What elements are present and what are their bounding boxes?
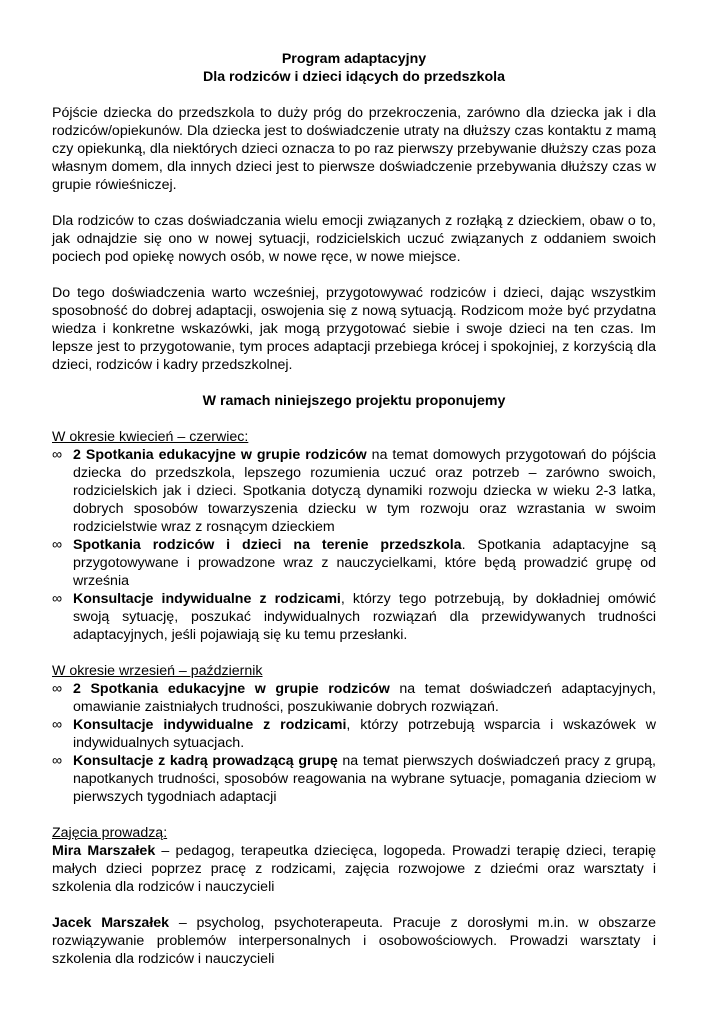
infinity-bullet-icon: ∞ bbox=[52, 537, 63, 553]
staff-bio: Mira Marszałek – pedagog, terapeutka dziecięca, logopeda. Prowadzi terapię dzieci, terapię małych dzieci poprzez pracę z rodzicami, zajęcia rozwojowe z dziećmi oraz warsztaty i szkolenia dla rodziców i nauczycieli bbox=[52, 843, 656, 895]
list-item: ∞ 2 Spotkania edukacyjne w grupie rodziców na temat doświadczeń adaptacyjnych, omawianie zaistniałych trudności, poszukiwanie dobrych rozwiązań. bbox=[52, 681, 656, 715]
intro-paragraph: Dla rodziców to czas doświadczania wielu emocji związanych z rozłąką z dzieckiem, obaw o to, jak odnajdzie się ono w nowej sytuacji, rodzicielskich uczuć związanych z oddaniem swoich pociech pod opiekę nowych osób, w nowe ręce, w nowe miejsce. bbox=[52, 213, 656, 265]
period2-heading: W okresie wrzesień – październik bbox=[52, 663, 263, 679]
list-item: ∞ 2 Spotkania edukacyjne w grupie rodziców na temat domowych przygotowań do pójścia dziecka do przedszkola, lepszego rozumienia uczuć oraz potrzeb – zarówno swoich, rodzicielskich jak i dzieci. Spotkania dotyczą dynamiki rozwoju dziecka w wieku 2-3 latka, dobrych sposobów towarzyszenia dziecku w tym rozwoju oraz wzrastania w swoim rodzicielstwie wraz z rosnącym dzieckiem bbox=[52, 447, 656, 535]
list-item: ∞ Konsultacje z kadrą prowadzącą grupę na temat pierwszych doświadczeń pracy z grupą, napotkanych trudności, sposobów reagowania na wybrane sytuacje, pomagania dzieciom w pierwszych tygodniach adaptacji bbox=[52, 753, 656, 805]
document-page bbox=[52, 50, 656, 968]
intro-paragraph: Do tego doświadczenia warto wcześniej, przygotowywać rodziców i dzieci, dając wszystkim sposobność do dobrej adaptacji, oswojenia się z nową sytuacją. Rodzicom może być przydatna wiedza i konkretne wskazówki, jak mogą przygotować siebie i swoje dzieci na ten czas. Im lepsze jest to przygotowanie, tym proces adaptacji przebiega krócej i spokojniej, z korzyścią dla dzieci, rodziców i kadry przedszkolnej. bbox=[52, 285, 656, 373]
list-item: ∞ Spotkania rodziców i dzieci na terenie przedszkola. Spotkania adaptacyjne są przygotowywane i prowadzone wraz z nauczycielkami, które będą prowadzić grupę od września bbox=[52, 537, 657, 589]
period1-list bbox=[52, 446, 656, 644]
infinity-bullet-icon: ∞ bbox=[52, 447, 63, 463]
staff-name: Jacek Marszałek bbox=[52, 915, 170, 931]
infinity-bullet-icon: ∞ bbox=[52, 753, 63, 769]
list-item: ∞ Konsultacje indywidualne z rodzicami, którzy potrzebują wsparcia i wskazówek w indywidualnych sytuacjach. bbox=[52, 717, 656, 751]
staff-bio: Jacek Marszałek – psycholog, psychoterapeuta. Pracuje z dorosłymi m.in. w obszarze rozwiązywanie problemów interpersonalnych i osobowościowych. Prowadzi warsztaty i szkolenia dla rodziców i nauczycieli bbox=[52, 915, 657, 967]
infinity-bullet-icon: ∞ bbox=[52, 591, 63, 607]
proposal-heading: W ramach niniejszego projektu proponujemy bbox=[202, 393, 506, 409]
infinity-bullet-icon: ∞ bbox=[52, 681, 63, 697]
document-subtitle: Dla rodziców i dzieci idących do przedszkola bbox=[203, 69, 505, 85]
list-item: ∞ Konsultacje indywidualne z rodzicami, którzy tego potrzebują, by dokładniej omówić swoją sytuację, poszukać indywidualnych rozwiązań dla przewidywanych trudności adaptacyjnych, jeśli pojawiają się ku temu przesłanki. bbox=[52, 591, 656, 643]
staff-name: Mira Marszałek bbox=[52, 843, 156, 859]
intro-paragraph: Pójście dziecka do przedszkola to duży próg do przekroczenia, zarówno dla dziecka jak i dla rodziców/opiekunów. Dla dziecka jest to doświadczenie utraty na dłuższy czas kontaktu z mamą czy opiekunką, dla niektórych dzieci oznacza to po raz pierwszy przebywanie dłuższy czas poza własnym domem, dla innych dzieci jest to pierwsze doświadczenie przebywania dłuższy czas w grupie rówieśniczej. bbox=[52, 105, 656, 193]
document-title: Program adaptacyjny bbox=[281, 51, 427, 67]
period2-list bbox=[52, 680, 656, 806]
infinity-bullet-icon: ∞ bbox=[52, 717, 63, 733]
staff-heading: Zajęcia prowadzą: bbox=[52, 825, 168, 841]
period1-heading: W okresie kwiecień – czerwiec: bbox=[52, 429, 249, 445]
